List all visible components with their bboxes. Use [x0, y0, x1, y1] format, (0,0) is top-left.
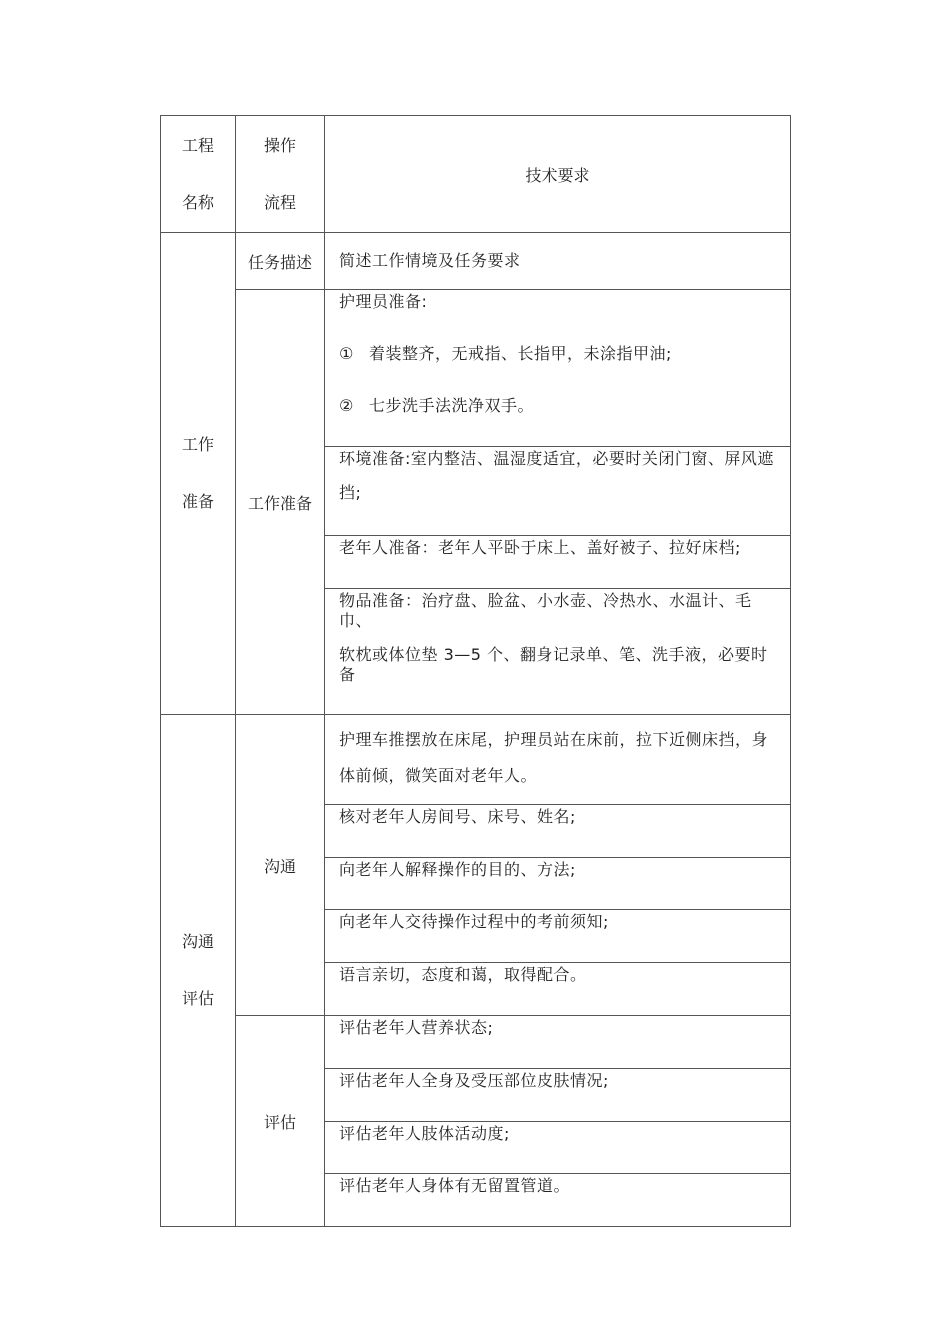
- comm-item3-text: 向老年人解释操作的目的、方法;: [339, 860, 576, 879]
- caregiver-prep-item1-text: 着装整齐，无戒指、长指甲，未涂指甲油;: [369, 344, 672, 363]
- section-comm-assess-line2: 评估: [181, 989, 214, 1008]
- header-row: [161, 116, 791, 233]
- caregiver-prep-item2-text: 七步洗手法洗净双手。: [369, 396, 535, 415]
- section-work-prep-line2: 准备: [181, 492, 214, 511]
- step-comm-label: 沟通: [263, 856, 296, 876]
- comm-item2-cell: [325, 805, 791, 858]
- assess-item4-cell: [325, 1174, 791, 1227]
- procedure-table: [160, 115, 791, 1227]
- section-work-prep: [161, 233, 236, 715]
- step-assess: [236, 1016, 325, 1227]
- section-comm-assess-line1: 沟通: [181, 932, 214, 951]
- header-flow: [236, 116, 325, 233]
- header-flow-line2: 流程: [263, 192, 296, 212]
- task-desc-text-cell: [325, 233, 791, 290]
- step-work-prep: [236, 290, 325, 715]
- step-comm: [236, 715, 325, 1016]
- step-assess-label: 评估: [263, 1112, 296, 1132]
- env-prep-cell: [325, 447, 791, 536]
- header-requirements: [325, 116, 791, 233]
- elder-prep-cell: [325, 536, 791, 589]
- step-work-prep-label: 工作准备: [247, 493, 312, 513]
- assess-row-1: [161, 1016, 791, 1069]
- caregiver-prep-item2: [339, 396, 780, 416]
- env-prep-line1: 环境准备:室内整洁、温湿度适宜，必要时关闭门窗、屏风遮: [339, 449, 774, 468]
- assess-item2-cell: [325, 1069, 791, 1122]
- comm-item5-cell: [325, 963, 791, 1016]
- assess-item1-text: 评估老年人营养状态;: [339, 1018, 494, 1037]
- assess-item2-text: 评估老年人全身及受压部位皮肤情况;: [339, 1071, 609, 1090]
- header-flow-line1: 操作: [263, 135, 296, 155]
- comm-item3-cell: [325, 858, 791, 910]
- item-number-1: ①: [339, 344, 354, 363]
- task-desc-row: [161, 233, 791, 290]
- comm-item1-line2: 体前倾，微笑面对老年人。: [339, 766, 538, 785]
- comm-item1-line1: 护理车推摆放在床尾，护理员站在床前，拉下近侧床挡，身: [339, 730, 769, 749]
- comm-row-1: [161, 715, 791, 805]
- comm-item2-text: 核对老年人房间号、床号、姓名;: [339, 807, 576, 826]
- step-task-desc: [236, 233, 325, 290]
- items-prep-line2: 软枕或体位垫 3—5 个、翻身记录单、笔、洗手液，必要时备: [339, 645, 768, 684]
- env-prep-line2: 挡;: [339, 483, 362, 502]
- items-prep-line1: 物品准备：治疗盘、脸盆、小水壶、冷热水、水温计、毛巾、: [339, 591, 752, 630]
- section-work-prep-line1: 工作: [181, 435, 214, 454]
- section-comm-assess: [161, 715, 236, 1227]
- header-project-name: [161, 116, 236, 233]
- item-number-2: ②: [339, 396, 354, 415]
- header-project-name-line1: 工程: [181, 135, 214, 155]
- header-project-name-line2: 名称: [181, 192, 214, 212]
- assess-item3-cell: [325, 1122, 791, 1174]
- comm-item4-cell: [325, 910, 791, 963]
- assess-item1-cell: [325, 1016, 791, 1069]
- assess-item4-text: 评估老年人身体有无留置管道。: [339, 1176, 571, 1195]
- caregiver-prep-row: [161, 290, 791, 447]
- elder-prep-text: 老年人准备：老年人平卧于床上、盖好被子、拉好床档;: [339, 538, 741, 557]
- comm-item5-text: 语言亲切，态度和蔼，取得配合。: [339, 965, 587, 984]
- header-requirements-label: 技术要求: [525, 165, 590, 185]
- caregiver-prep-cell: [325, 290, 791, 447]
- step-task-desc-label: 任务描述: [247, 252, 312, 272]
- task-desc-text: 简述工作情境及任务要求: [339, 251, 521, 270]
- caregiver-prep-title: 护理员准备:: [339, 292, 428, 311]
- comm-item4-text: 向老年人交待操作过程中的考前须知;: [339, 912, 609, 931]
- assess-item3-text: 评估老年人肢体活动度;: [339, 1124, 510, 1143]
- comm-item1-cell: [325, 715, 791, 805]
- items-prep-cell: [325, 589, 791, 715]
- caregiver-prep-item1: [339, 344, 780, 364]
